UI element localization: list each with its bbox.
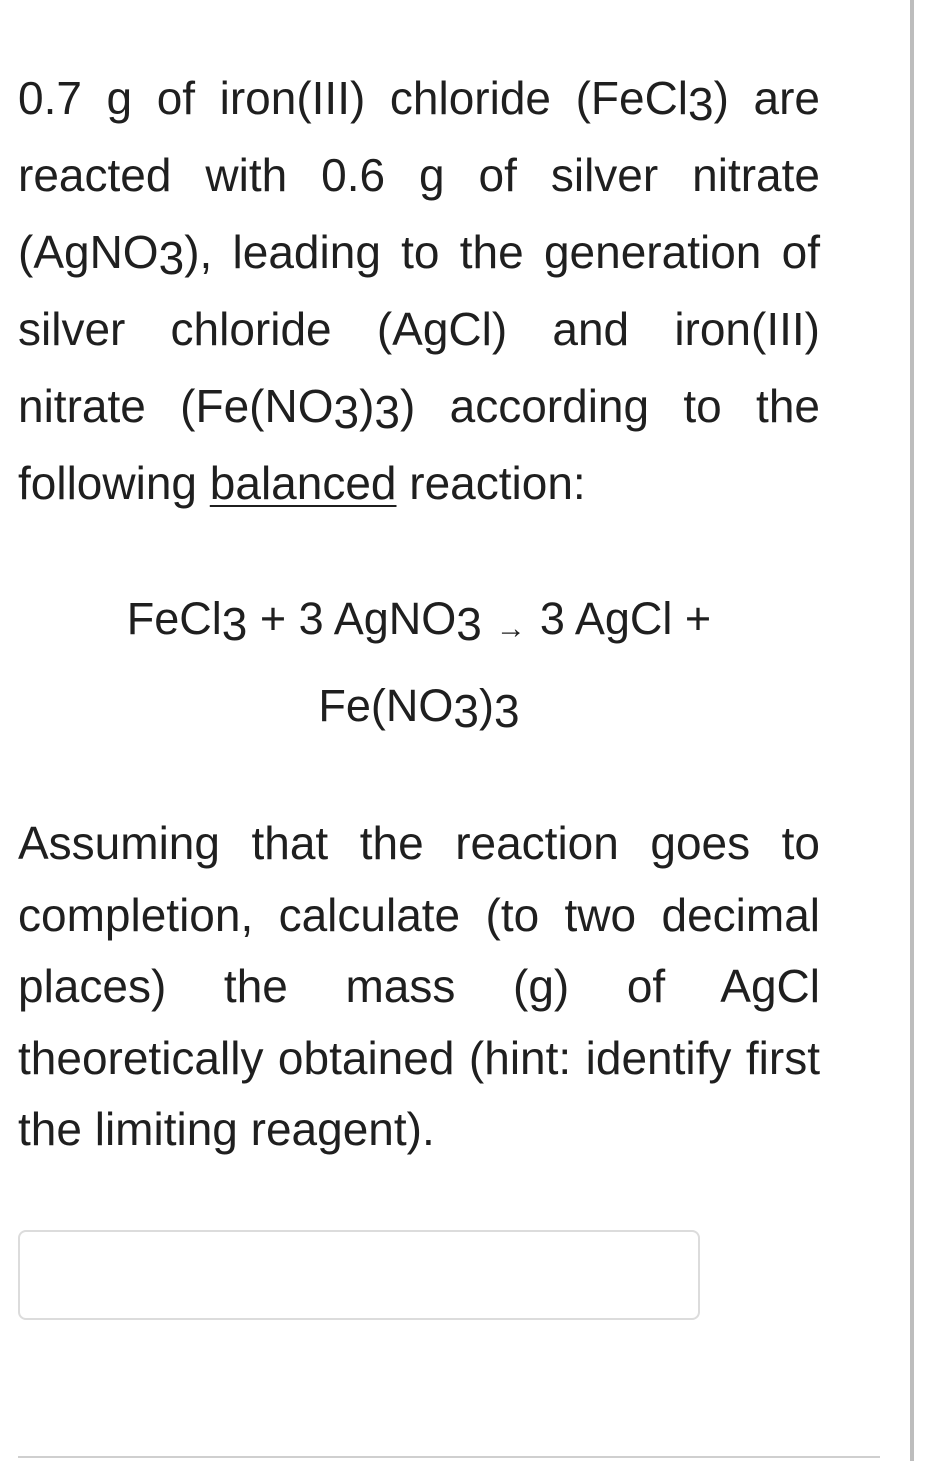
subscript: 3 [374,386,400,438]
right-border [910,0,914,1461]
underlined-word: balanced [209,457,397,509]
equation-line-1 [18,593,820,650]
equation-term: Fe(NO [318,680,454,731]
text-segment: 0.7 g of iron(III) chloride (FeCl [18,72,689,124]
subscript: 3 [333,386,360,438]
subscript: 3 [688,78,714,130]
subscript: 3 [221,598,248,650]
question-paragraph-2: Assuming that the reaction goes to completion, calculate (to two decimal places) the mass (g) of AgCl theoretically obtained (hint: identify first the limiting reagent). [18,817,820,1155]
equation-term: FeCl [126,593,222,644]
question-paragraph-1 [18,60,820,522]
equation-term: 3 AgCl + [539,593,712,644]
equation-line-2 [18,680,820,737]
subscript: 3 [494,685,520,737]
text-segment: ) [359,380,375,432]
text-segment: ) according to the following [18,380,821,509]
text-segment: ), leading to the generation of silver chloride (AgCl) and iron(III) nitrate (Fe(NO [18,226,820,432]
text-segment: ) are reacted with 0.6 g of silver nitrate (AgNO [18,72,820,278]
subscript: 3 [456,598,482,650]
subscript: 3 [453,685,479,737]
subscript: 3 [158,232,185,284]
text-segment: reaction: [396,457,586,509]
equation-term: ) [479,680,494,731]
equation-term: + 3 AgNO [247,593,457,644]
answer-input[interactable] [18,1230,700,1320]
bottom-divider [18,1456,880,1458]
reaction-arrow-icon: → [495,612,526,645]
